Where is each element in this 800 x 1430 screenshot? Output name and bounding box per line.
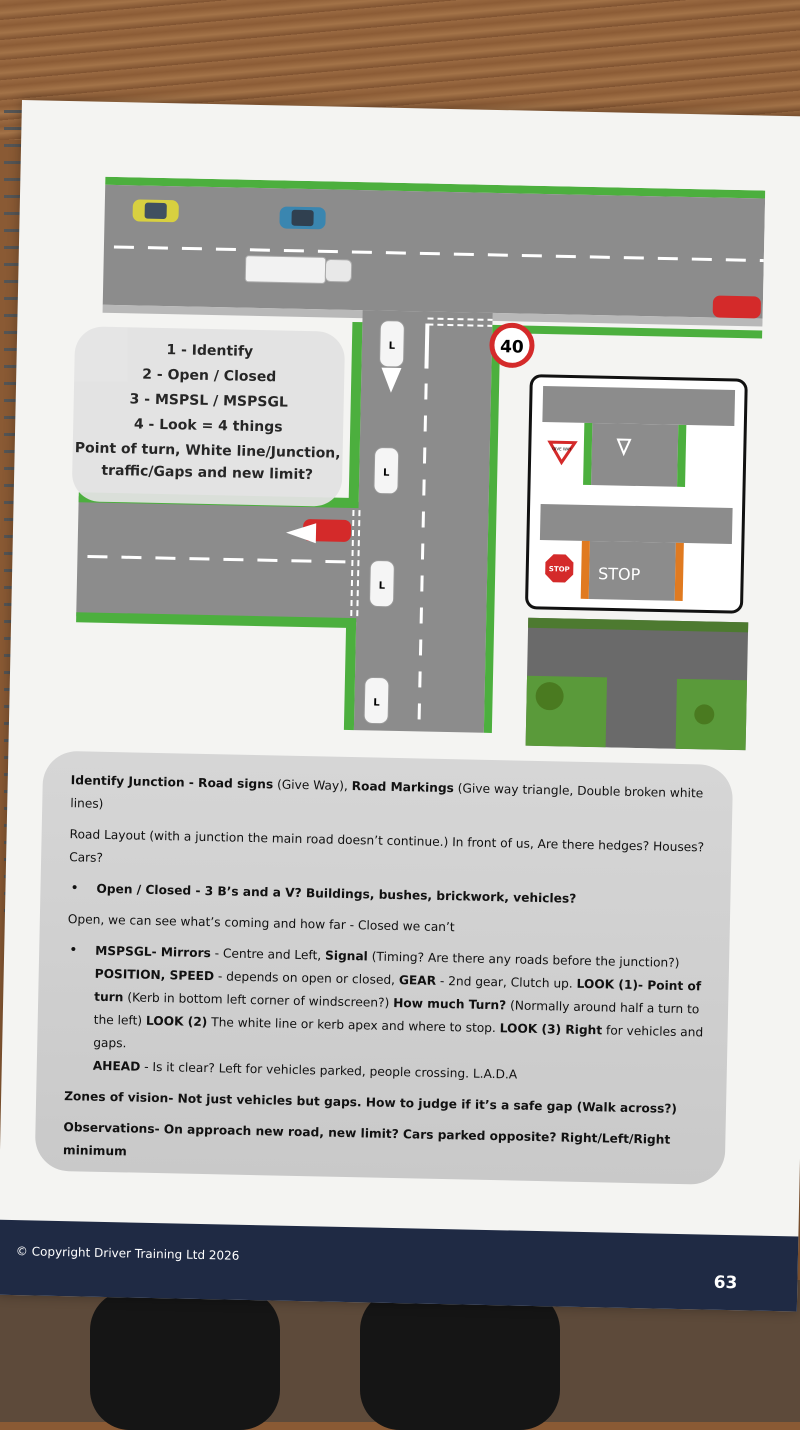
junction-types-inset [526, 376, 746, 612]
learner-plate-4: L [373, 697, 380, 709]
learner-car-2 [374, 447, 399, 493]
step-look: 4 - Look = 4 things [133, 416, 283, 436]
learner-car-4 [364, 677, 389, 723]
learner-plate-2: L [382, 467, 390, 479]
note-observations: Observations- On approach new road, new limit? Cars parked opposite? Right/Left/Right minimum [62, 1120, 671, 1159]
junction-notes-box [35, 751, 734, 1185]
main-road [103, 185, 765, 319]
left-road [76, 496, 368, 622]
note-open-definition: Open, we can see what’s coming and how far - Closed we can’t [67, 912, 455, 935]
speed-limit-value: 40 [499, 337, 524, 358]
look-things-line-1: Point of turn, White line/Junction, [74, 440, 341, 462]
white-lorry [245, 256, 326, 284]
learner-car-3 [369, 560, 394, 606]
red-car-right [713, 296, 761, 319]
learner-car-1 [379, 321, 404, 367]
look-things-line-2: traffic/Gaps and new limit? [101, 462, 314, 484]
steps-summary-box [72, 326, 346, 507]
step-mspsl: 3 - MSPSL / MSPSGL [129, 391, 288, 411]
note-mspsgl: • MSPSGL- Mirrors - Centre and Left, Signal (Timing? Are there any roads before the junction?) POSITION, SPEED - depends on open or closed, GEAR - 2nd gear, Clutch up. LOOK (1)- Point of turn (Kerb in bottom left corner of windscreen?) How much Turn? (Normally around half a turn to the left) LOOK (2) The white line or kerb apex and where to stop. LOOK (3) Right for vehicles and gaps. AHEAD - Is it clear? Left for vehicles parked, people crossing. L.A.D.A [65, 939, 708, 1090]
stop-sign-text: STOP [548, 565, 570, 574]
step-identify: 1 - Identify [166, 342, 254, 360]
shoe-right [360, 1290, 560, 1430]
aerial-junction-photo [526, 618, 749, 751]
copyright-text: © Copyright Driver Training Ltd 2026 [15, 1244, 240, 1263]
workbook-page [0, 100, 800, 1311]
shoe-left [90, 1290, 280, 1430]
stop-road-marking: STOP [597, 564, 641, 585]
speed-limit-sign [492, 325, 533, 366]
note-identify-junction: Identify Junction - Road signs (Give Way), Road Markings (Give way triangle, Double broken white lines) [70, 773, 704, 811]
note-zones-of-vision: Zones of vision- Not just vehicles but gaps. How to judge if it’s a safe gap (Walk across?) [64, 1089, 678, 1116]
grass-edge-left-lower [74, 612, 356, 730]
note-road-layout: Road Layout (with a junction the main road doesn’t continue.) In front of us, Are there hedges? Houses? Cars? [69, 827, 705, 865]
give-way-sign-text: GIVE WAY [552, 446, 572, 452]
learner-plate-1: L [388, 340, 396, 352]
step-open-closed: 2 - Open / Closed [142, 366, 277, 386]
note-open-closed: • Open / Closed - 3 B’s and a V? Buildings, bushes, brickwork, vehicles? [68, 877, 708, 913]
page-number: 63 [713, 1272, 738, 1294]
learner-plate-3: L [378, 580, 386, 592]
